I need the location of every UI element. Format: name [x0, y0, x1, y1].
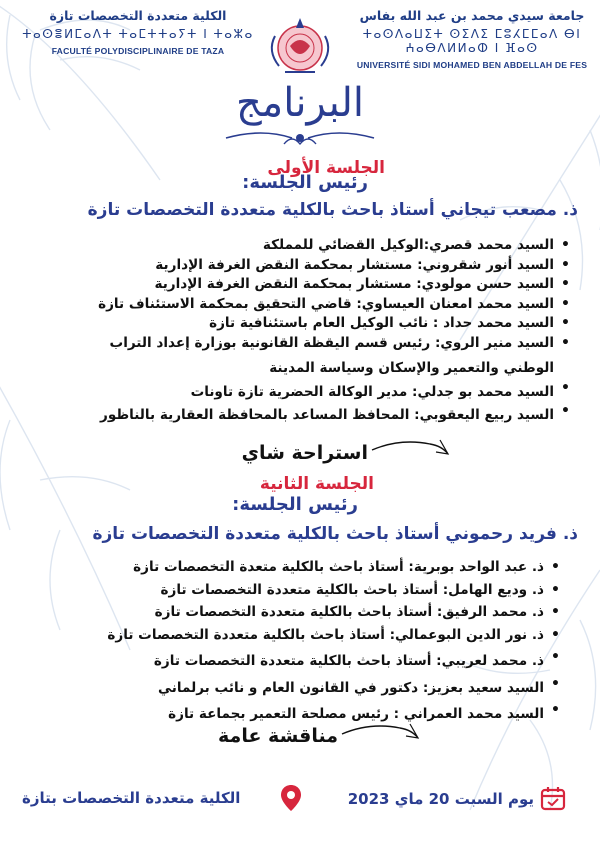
program-title: البرنامج: [235, 80, 364, 126]
session-1-title: الجلسة الأولى: [267, 158, 385, 178]
speaker-item: • السيد محمد بو جدلي: مدير الوكالة الحضرية تازة تاونات: [98, 379, 554, 403]
tea-break-label: استراحة شاي: [241, 442, 368, 464]
speaker-item: • السيد حسن مولودي: مستشار بمحكمة النقض الغرفة الإدارية: [98, 275, 554, 295]
event-location: الكلية متعددة التخصصات بتازة: [22, 789, 241, 807]
session-2-speakers: [107, 556, 562, 726]
university-name-tifinagh: ⵜⴰⵙⴷⴰⵡⵉⵜ ⵙⵉⴷⵉ ⵎⵓⵃⵎⵎⴰⴷ ⴱⵏ ⵄⴰⴱⴷⵍⵍⴰⵀ ⵏ ⴼⴰⵙ: [362, 27, 582, 55]
university-logo: [257, 6, 343, 84]
speaker-item: • السيد ربيع اليعقوبي: المحافظ المساعد بالمحافظة العقارية بالناظور: [98, 402, 554, 426]
event-date: يوم السبت 20 ماي 2023: [347, 790, 534, 808]
session-2-chair-name: ذ. فريد رحموني أستاذ باحث بالكلية متعددة التخصصات تازة: [92, 524, 578, 544]
session-2-title: الجلسة الثانية: [259, 474, 374, 494]
location-pin-icon: [280, 784, 302, 812]
speaker-item: • السيد محمد العمراني : رئيس مصلحة التعمير بجماعة تازة: [107, 699, 544, 726]
university-name-arabic: جامعة سيدي محمد بن عبد الله بفاس: [359, 8, 585, 23]
session-1-chair-label: رئيس الجلسة:: [242, 172, 368, 193]
speaker-item: • ذ. محمد الرفيق: أستاذ باحث بالكلية متعددة التخصصات تازة: [107, 601, 544, 624]
speaker-text-continuation: الوطني والتعمير والإسكان وسياسة المدينة: [269, 360, 554, 376]
session-1-chair-name: ذ. مصعب تيجاني أستاذ باحث بالكلية متعددة التخصصات تازة: [87, 200, 578, 220]
general-discussion-label: مناقشة عامة: [218, 725, 338, 747]
speaker-item: • السيد أنور شقروني: مستشار بمحكمة النقض الغرفة الإدارية: [98, 256, 554, 276]
session-1-speakers: [98, 236, 572, 426]
faculty-header: [18, 8, 258, 56]
speaker-item: [98, 334, 554, 379]
faculty-name-french: FACULTÉ POLYDISCIPLINAIRE DE TAZA: [51, 46, 225, 56]
speaker-item: • ذ. نور الدين البوعمالي: أستاذ باحث بالكلية متعددة التخصصات تازة: [107, 624, 544, 647]
speaker-item: • ذ. وديع الهامل: أستاذ باحث بالكلية متعددة التخصصات تازة: [107, 579, 544, 602]
university-name-french: UNIVERSITÉ SIDI MOHAMED BEN ABDELLAH DE FES: [356, 60, 588, 70]
speaker-item: • ذ. محمد لعريبي: أستاذ باحث بالكلية متعددة التخصصات تازة: [107, 646, 544, 673]
title-ornament: [222, 124, 378, 150]
discussion-swirl-decoration: [340, 720, 420, 744]
calendar-icon: [540, 785, 566, 811]
break-swirl-decoration: [370, 436, 450, 460]
speaker-item: • السيد محمد حداد : نائب الوكيل العام باستئنافية تازة: [98, 314, 554, 334]
university-header: [352, 8, 592, 70]
speaker-item: • ذ. عبد الواحد بوبرية: أستاذ باحث بالكلية متعدة التخصصات تازة: [107, 556, 544, 579]
speaker-text: السيد منير الروي: رئيس قسم اليقظة القانونية بوزارة إعداد التراب: [109, 334, 554, 351]
faculty-name-tifinagh: ⵜⴰⵙⴻⵍⵎⴰⴷⵜ ⵜⴰⵎⵜⵜⴰⵢⵜ ⵏ ⵜⴰⵣⴰ: [22, 27, 254, 41]
footer: [0, 760, 600, 820]
speaker-item: • السيد محمد امعنان العيساوي: قاضي التحقيق بمحكمة الاستئناف تازة: [98, 295, 554, 315]
session-2-chair-label: رئيس الجلسة:: [232, 494, 358, 515]
speaker-item: • السيد محمد قصري:الوكيل القضائي للمملكة: [98, 236, 554, 256]
speaker-item: • السيد سعيد بعزيز: دكتور في القانون العام و نائب برلماني: [107, 673, 544, 700]
faculty-name-arabic: الكلية متعددة التخصصات تازة: [49, 8, 227, 23]
